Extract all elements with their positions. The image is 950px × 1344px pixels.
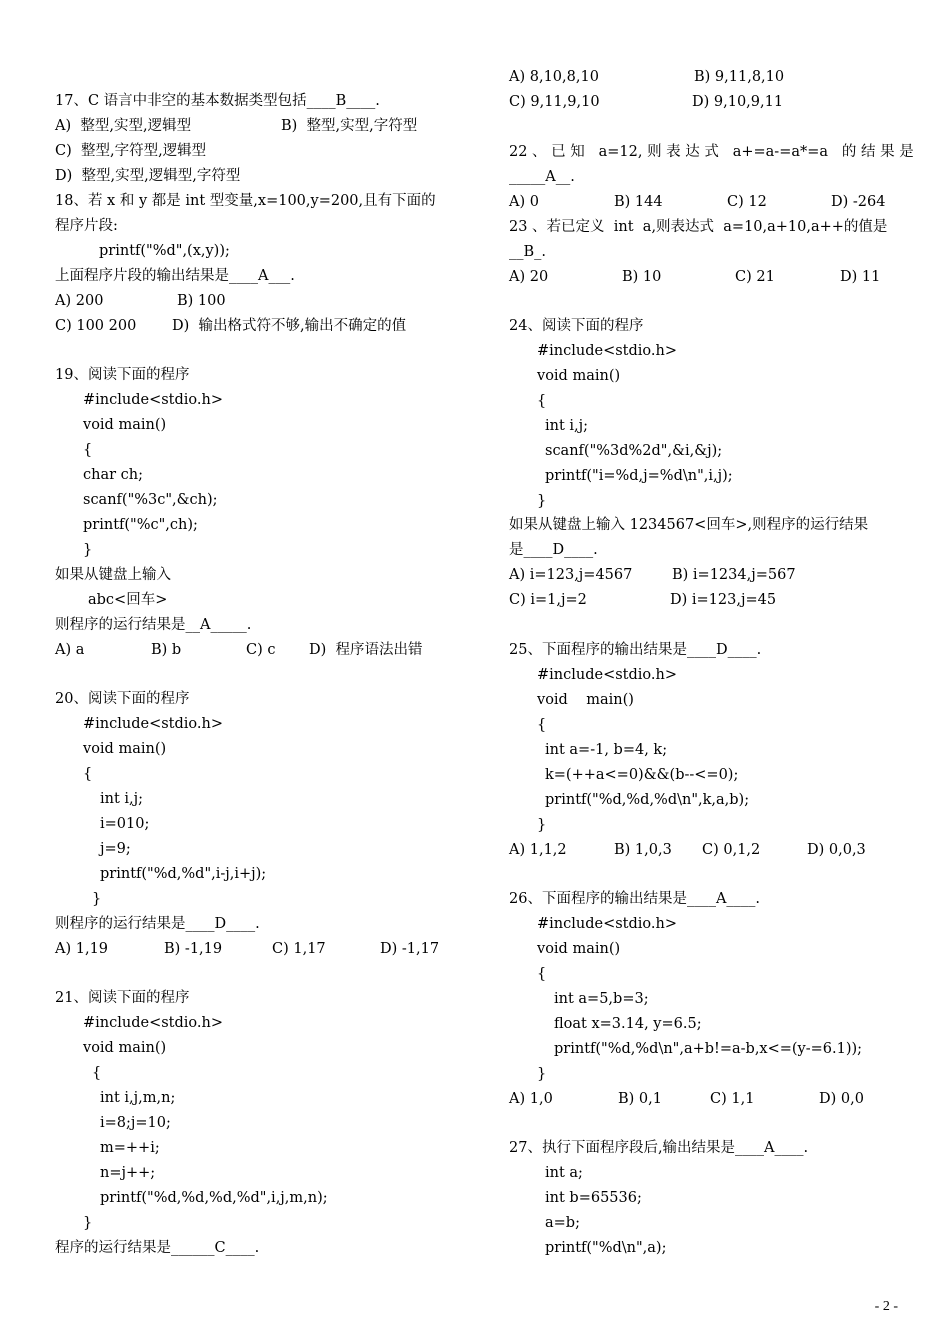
answer-option: A) 1,1,2 [509,842,567,858]
answer-option: B) 100 [177,293,226,309]
text-line: int a=-1, b=4, k; [545,742,668,758]
text-line: 17、C 语言中非空的基本数据类型包括____B____. [55,93,380,109]
text-line: printf("%d,%d",i-j,i+j); [100,866,267,882]
text-line: k=(++a<=0)&&(b--<=0); [545,767,739,783]
text-line: printf("%c",ch); [83,517,198,533]
text-line: #include<stdio.h> [83,1015,223,1031]
text-line: __B_. [509,244,547,260]
text-line: abc<回车> [88,592,168,608]
text-line: 18、若 x 和 y 都是 int 型变量,x=100,y=200,且有下面的 [55,193,436,209]
text-line: _____A__. [509,169,575,185]
answer-option: C) 1,1 [710,1091,755,1107]
answer-option: C) 1,17 [272,941,326,957]
text-line: void main() [537,941,621,957]
text-line: printf("i=%d,j=%d\n",i,j); [545,468,733,484]
answer-option: D) 程序语法出错 [309,642,423,658]
text-line: printf("%d\n",a); [545,1240,667,1256]
text-line: float x=3.14, y=6.5; [554,1016,702,1032]
text-line: } [92,891,102,907]
answer-option: D) 11 [840,269,881,285]
answer-option: D) 9,10,9,11 [692,94,784,110]
text-line: n=j++; [100,1165,156,1181]
text-line: int a; [545,1165,583,1181]
text-line: void main() [83,741,167,757]
answer-option: C) c [246,642,276,658]
answer-option: D) -264 [831,194,886,210]
text-line: int a=5,b=3; [554,991,649,1007]
answer-option: B) b [151,642,182,658]
answer-option: C) 21 [735,269,775,285]
text-line: 19、阅读下面的程序 [55,367,190,383]
answer-option: A) i=123,j=4567 [509,567,633,583]
text-line: #include<stdio.h> [83,716,223,732]
text-line: scanf("%3c",&ch); [83,492,218,508]
text-line: 如果从键盘上输入 [55,567,171,583]
text-line: printf("%d,%d,%d,%d",i,j,m,n); [100,1190,328,1206]
text-line: } [83,542,93,558]
text-line: a=b; [545,1215,580,1231]
answer-option: C) 0,1,2 [702,842,761,858]
text-line: 24、阅读下面的程序 [509,318,644,334]
text-line: 26、下面程序的输出结果是____A____. [509,891,761,907]
text-line: printf("%d",(x,y)); [99,243,230,259]
text-line: } [83,1215,93,1231]
text-line: i=8;j=10; [100,1115,171,1131]
text-line: C) 整型,字符型,逻辑型 [55,143,207,159]
answer-option: C) 12 [727,194,767,210]
answer-option: A) 整型,实型,逻辑型 [55,118,192,134]
answer-option: B) -1,19 [164,941,223,957]
text-line: } [537,493,547,509]
text-line: 是____D____. [509,542,598,558]
text-line: { [537,393,547,409]
text-line: printf("%d,%d,%d\n",k,a,b); [545,792,750,808]
answer-option: D) 输出格式符不够,输出不确定的值 [172,318,407,334]
answer-option: A) 20 [509,269,549,285]
text-line: 25、下面程序的输出结果是____D____. [509,642,762,658]
text-line: int b=65536; [545,1190,642,1206]
text-line: char ch; [83,467,143,483]
text-line: int i,j; [545,418,589,434]
text-line: { [83,766,93,782]
text-line: 27、执行下面程序段后,输出结果是____A____. [509,1140,809,1156]
text-line: } [537,1066,547,1082]
text-line: 如果从键盘上输入 1234567<回车>,则程序的运行结果 [509,517,869,533]
text-line: 21、阅读下面的程序 [55,990,190,1006]
answer-option: A) 1,0 [509,1091,553,1107]
page-number: - 2 - [874,1299,898,1314]
text-line: { [537,966,547,982]
answer-option: D) -1,17 [380,941,440,957]
answer-option: B) 1,0,3 [614,842,672,858]
answer-option: D) 0,0,3 [807,842,866,858]
text-line: 23 、若已定义 int a,则表达式 a=10,a+10,a++的值是 [509,219,888,235]
text-line: 程序的运行结果是______C____. [55,1240,260,1256]
answer-option: A) a [55,642,85,658]
answer-option: A) 8,10,8,10 [509,69,599,85]
text-line: scanf("%3d%2d",&i,&j); [545,443,723,459]
text-line: #include<stdio.h> [537,667,677,683]
text-line: i=010; [100,816,150,832]
text-line: 上面程序片段的输出结果是____A___. [55,268,295,284]
text-line: int i,j; [100,791,144,807]
text-line: void main() [83,417,167,433]
text-line: 则程序的运行结果是____D____. [55,916,260,932]
answer-option: D) 0,0 [819,1091,864,1107]
text-line: #include<stdio.h> [537,916,677,932]
answer-option: C) i=1,j=2 [509,592,587,608]
text-line: int i,j,m,n; [100,1090,176,1106]
text-line: void main() [537,368,621,384]
text-line: 程序片段: [55,218,118,234]
text-line: 20、阅读下面的程序 [55,691,190,707]
text-line: { [92,1065,102,1081]
answer-option: D) i=123,j=45 [670,592,777,608]
text-line: printf("%d,%d\n",a+b!=a-b,x<=(y-=6.1)); [554,1041,863,1057]
answer-option: B) 144 [614,194,663,210]
text-line: { [83,442,93,458]
answer-option: A) 0 [509,194,539,210]
text-line: 则程序的运行结果是__A_____. [55,617,252,633]
answer-option: C) 100 200 [55,318,137,334]
text-line: void main() [83,1040,167,1056]
text-line: j=9; [100,841,131,857]
answer-option: A) 200 [55,293,104,309]
answer-option: A) 1,19 [55,941,109,957]
text-line: } [537,817,547,833]
answer-option: B) 整型,实型,字符型 [281,118,418,134]
text-line: #include<stdio.h> [83,392,223,408]
answer-option: B) 0,1 [618,1091,662,1107]
answer-option: B) i=1234,j=567 [672,567,796,583]
answer-option: C) 9,11,9,10 [509,94,600,110]
answer-option: B) 10 [622,269,662,285]
text-line: { [537,717,547,733]
text-line: void main() [537,692,634,708]
text-line: #include<stdio.h> [537,343,677,359]
answer-option: B) 9,11,8,10 [694,69,785,85]
text-line: m=++i; [100,1140,160,1156]
text-line: 22 、 已 知 a=12, 则 表 达 式 a+=a-=a*=a 的 结 果 是 [509,144,914,160]
text-line: D) 整型,实型,逻辑型,字符型 [55,168,241,184]
